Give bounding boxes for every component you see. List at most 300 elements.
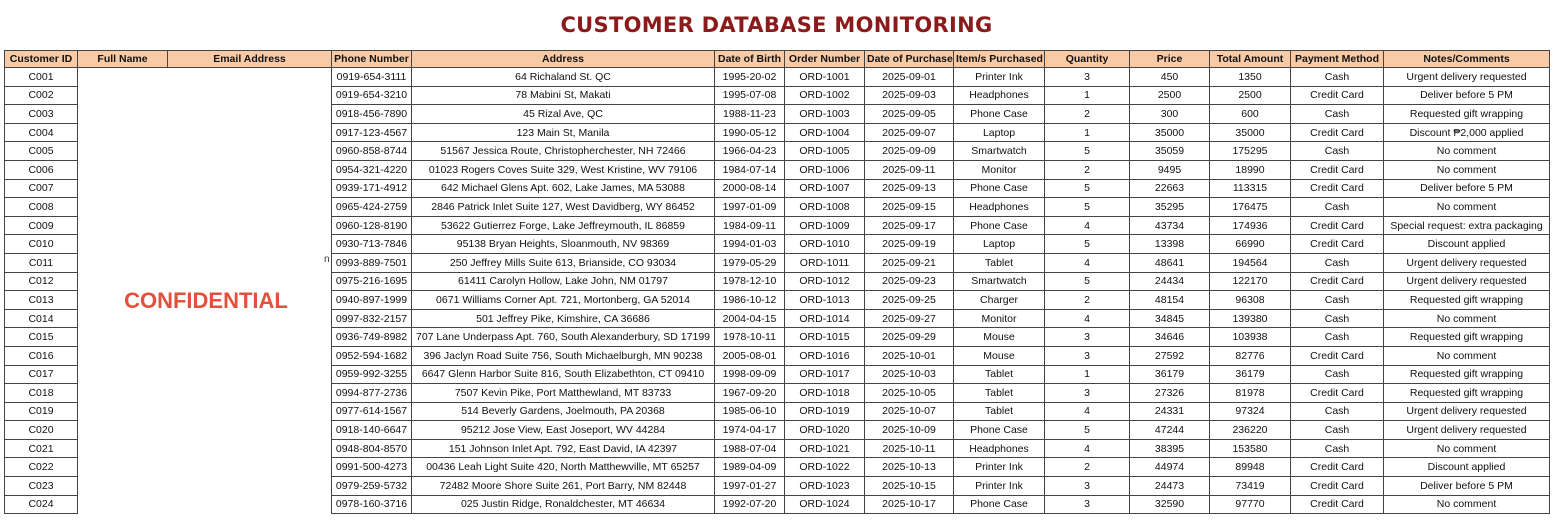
table-cell[interactable]: 2025-10-13 <box>865 458 954 477</box>
table-cell[interactable]: 3 <box>1045 328 1130 347</box>
table-cell[interactable]: C016 <box>5 346 78 365</box>
table-cell[interactable]: 0671 Williams Corner Apt. 721, Mortonberg, GA 52014 <box>412 291 715 310</box>
table-cell[interactable]: 00436 Leah Light Suite 420, North Matthewville, MT 65257 <box>412 458 715 477</box>
table-cell[interactable]: No comment <box>1384 346 1550 365</box>
table-cell[interactable]: 2005-08-01 <box>715 346 785 365</box>
table-cell[interactable]: 0940-897-1999 <box>332 291 412 310</box>
redacted-email-cell[interactable] <box>168 105 332 124</box>
table-cell[interactable]: 2025-09-03 <box>865 86 954 105</box>
table-cell[interactable]: 0930-713-7846 <box>332 235 412 254</box>
table-cell[interactable]: No comment <box>1384 495 1550 514</box>
table-cell[interactable]: Urgent delivery requested <box>1384 421 1550 440</box>
redacted-name-cell[interactable] <box>78 328 168 347</box>
table-cell[interactable]: Special request: extra packaging <box>1384 216 1550 235</box>
table-cell[interactable]: Smartwatch <box>954 272 1045 291</box>
table-cell[interactable]: ORD-1003 <box>785 105 865 124</box>
redacted-email-cell[interactable] <box>168 198 332 217</box>
table-cell[interactable]: 600 <box>1210 105 1291 124</box>
table-cell[interactable]: Discount ₱2,000 applied <box>1384 123 1550 142</box>
table-cell[interactable]: 4 <box>1045 216 1130 235</box>
table-cell[interactable]: 5 <box>1045 198 1130 217</box>
table-cell[interactable]: 1995-20-02 <box>715 68 785 87</box>
table-cell[interactable]: 1988-11-23 <box>715 105 785 124</box>
table-cell[interactable]: 0960-858-8744 <box>332 142 412 161</box>
table-cell[interactable]: Deliver before 5 PM <box>1384 477 1550 496</box>
redacted-email-cell[interactable] <box>168 216 332 235</box>
table-cell[interactable]: 0939-171-4912 <box>332 179 412 198</box>
table-cell[interactable]: 1994-01-03 <box>715 235 785 254</box>
table-cell[interactable]: 2025-09-19 <box>865 235 954 254</box>
table-cell[interactable]: 175295 <box>1210 142 1291 161</box>
redacted-name-cell[interactable] <box>78 86 168 105</box>
redacted-name-cell[interactable] <box>78 365 168 384</box>
table-cell[interactable]: C004 <box>5 123 78 142</box>
table-cell[interactable]: 0993-889-7501 <box>332 253 412 272</box>
redacted-email-cell[interactable] <box>168 86 332 105</box>
column-header[interactable]: Customer ID <box>5 51 78 68</box>
table-cell[interactable]: 22663 <box>1130 179 1210 198</box>
redacted-email-cell[interactable] <box>168 160 332 179</box>
table-cell[interactable]: Mouse <box>954 346 1045 365</box>
table-cell[interactable]: 51567 Jessica Route, Christopherchester, NH 72466 <box>412 142 715 161</box>
redacted-name-cell[interactable] <box>78 160 168 179</box>
table-cell[interactable]: 5 <box>1045 179 1130 198</box>
table-cell[interactable]: 0954-321-4220 <box>332 160 412 179</box>
redacted-name-cell[interactable] <box>78 346 168 365</box>
table-cell[interactable]: Printer Ink <box>954 477 1045 496</box>
table-cell[interactable]: Credit Card <box>1291 179 1384 198</box>
table-cell[interactable]: Credit Card <box>1291 384 1384 403</box>
table-cell[interactable]: C015 <box>5 328 78 347</box>
redacted-email-cell[interactable] <box>168 68 332 87</box>
redacted-email-cell[interactable] <box>168 458 332 477</box>
table-cell[interactable]: 34845 <box>1130 309 1210 328</box>
table-cell[interactable]: 48154 <box>1130 291 1210 310</box>
table-cell[interactable]: Discount applied <box>1384 235 1550 254</box>
table-cell[interactable]: 1 <box>1045 365 1130 384</box>
table-cell[interactable]: 0978-160-3716 <box>332 495 412 514</box>
table-cell[interactable]: 174936 <box>1210 216 1291 235</box>
table-cell[interactable]: 236220 <box>1210 421 1291 440</box>
table-cell[interactable]: Tablet <box>954 253 1045 272</box>
redacted-email-cell[interactable] <box>168 365 332 384</box>
column-header[interactable]: Order Number <box>785 51 865 68</box>
table-cell[interactable]: 1997-01-27 <box>715 477 785 496</box>
table-cell[interactable]: 103938 <box>1210 328 1291 347</box>
table-cell[interactable]: 1966-04-23 <box>715 142 785 161</box>
table-cell[interactable]: 113315 <box>1210 179 1291 198</box>
table-cell[interactable]: 642 Michael Glens Apt. 602, Lake James, MA 53088 <box>412 179 715 198</box>
table-cell[interactable]: C023 <box>5 477 78 496</box>
table-cell[interactable]: ORD-1004 <box>785 123 865 142</box>
table-cell[interactable]: 38395 <box>1130 439 1210 458</box>
table-cell[interactable]: C018 <box>5 384 78 403</box>
table-cell[interactable]: 95212 Jose View, East Joseport, WV 44284 <box>412 421 715 440</box>
table-cell[interactable]: 1986-10-12 <box>715 291 785 310</box>
table-cell[interactable]: Tablet <box>954 365 1045 384</box>
table-cell[interactable]: 2000-08-14 <box>715 179 785 198</box>
table-cell[interactable]: 45 Rizal Ave, QC <box>412 105 715 124</box>
table-cell[interactable]: Requested gift wrapping <box>1384 291 1550 310</box>
table-cell[interactable]: 2025-09-05 <box>865 105 954 124</box>
table-cell[interactable]: 7507 Kevin Pike, Port Matthewland, MT 83733 <box>412 384 715 403</box>
table-cell[interactable]: 44974 <box>1130 458 1210 477</box>
table-cell[interactable]: 0917-123-4567 <box>332 123 412 142</box>
table-cell[interactable]: No comment <box>1384 439 1550 458</box>
column-header[interactable]: Payment Method <box>1291 51 1384 68</box>
table-cell[interactable]: 4 <box>1045 402 1130 421</box>
table-cell[interactable]: 0952-594-1682 <box>332 346 412 365</box>
redacted-email-cell[interactable] <box>168 495 332 514</box>
table-cell[interactable]: 2500 <box>1130 86 1210 105</box>
table-cell[interactable]: 6647 Glenn Harbor Suite 816, South Elizabethton, CT 09410 <box>412 365 715 384</box>
table-cell[interactable]: Smartwatch <box>954 142 1045 161</box>
table-cell[interactable]: 3 <box>1045 384 1130 403</box>
table-cell[interactable]: 2025-10-05 <box>865 384 954 403</box>
table-cell[interactable]: ORD-1022 <box>785 458 865 477</box>
redacted-name-cell[interactable] <box>78 439 168 458</box>
table-cell[interactable]: Discount applied <box>1384 458 1550 477</box>
table-cell[interactable]: Tablet <box>954 402 1045 421</box>
redacted-name-cell[interactable] <box>78 198 168 217</box>
table-cell[interactable]: Phone Case <box>954 105 1045 124</box>
table-cell[interactable]: 1967-09-20 <box>715 384 785 403</box>
column-header[interactable]: Total Amount <box>1210 51 1291 68</box>
table-cell[interactable]: Credit Card <box>1291 458 1384 477</box>
column-header[interactable]: Address <box>412 51 715 68</box>
table-cell[interactable]: 24434 <box>1130 272 1210 291</box>
table-cell[interactable]: 2025-09-11 <box>865 160 954 179</box>
table-cell[interactable]: Phone Case <box>954 495 1045 514</box>
redacted-name-cell[interactable] <box>78 477 168 496</box>
table-cell[interactable]: 514 Beverly Gardens, Joelmouth, PA 20368 <box>412 402 715 421</box>
table-cell[interactable]: 2500 <box>1210 86 1291 105</box>
table-cell[interactable]: 1988-07-04 <box>715 439 785 458</box>
table-cell[interactable]: 2025-09-17 <box>865 216 954 235</box>
table-cell[interactable]: ORD-1002 <box>785 86 865 105</box>
redacted-name-cell[interactable] <box>78 253 168 272</box>
column-header[interactable]: Item/s Purchased <box>954 51 1045 68</box>
table-cell[interactable]: 2025-09-27 <box>865 309 954 328</box>
redacted-name-cell[interactable] <box>78 123 168 142</box>
table-cell[interactable]: 139380 <box>1210 309 1291 328</box>
table-cell[interactable]: 2025-10-07 <box>865 402 954 421</box>
table-cell[interactable]: 18990 <box>1210 160 1291 179</box>
redacted-email-cell[interactable] <box>168 179 332 198</box>
table-cell[interactable]: 4 <box>1045 253 1130 272</box>
table-cell[interactable]: 2 <box>1045 105 1130 124</box>
table-cell[interactable]: 64 Richaland St. QC <box>412 68 715 87</box>
table-cell[interactable]: 97324 <box>1210 402 1291 421</box>
table-cell[interactable]: 2025-09-29 <box>865 328 954 347</box>
table-cell[interactable]: C002 <box>5 86 78 105</box>
table-cell[interactable]: 0994-877-2736 <box>332 384 412 403</box>
table-cell[interactable]: 24331 <box>1130 402 1210 421</box>
table-cell[interactable]: Credit Card <box>1291 216 1384 235</box>
table-cell[interactable]: Credit Card <box>1291 477 1384 496</box>
table-cell[interactable]: ORD-1011 <box>785 253 865 272</box>
table-cell[interactable]: Requested gift wrapping <box>1384 384 1550 403</box>
table-cell[interactable]: C022 <box>5 458 78 477</box>
table-cell[interactable]: 35295 <box>1130 198 1210 217</box>
redacted-name-cell[interactable] <box>78 105 168 124</box>
table-cell[interactable]: 5 <box>1045 142 1130 161</box>
table-cell[interactable]: 43734 <box>1130 216 1210 235</box>
table-cell[interactable]: C024 <box>5 495 78 514</box>
table-cell[interactable]: Cash <box>1291 291 1384 310</box>
table-cell[interactable]: Cash <box>1291 421 1384 440</box>
table-cell[interactable]: 1984-07-14 <box>715 160 785 179</box>
table-cell[interactable]: 3 <box>1045 68 1130 87</box>
table-cell[interactable]: C014 <box>5 309 78 328</box>
table-cell[interactable]: 13398 <box>1130 235 1210 254</box>
table-cell[interactable]: Credit Card <box>1291 86 1384 105</box>
table-cell[interactable]: 0965-424-2759 <box>332 198 412 217</box>
table-cell[interactable]: 4 <box>1045 439 1130 458</box>
table-cell[interactable]: 81978 <box>1210 384 1291 403</box>
table-cell[interactable]: Charger <box>954 291 1045 310</box>
table-cell[interactable]: Cash <box>1291 253 1384 272</box>
table-cell[interactable]: 78 Mabini St, Makati <box>412 86 715 105</box>
table-cell[interactable]: ORD-1021 <box>785 439 865 458</box>
table-cell[interactable]: 2846 Patrick Inlet Suite 127, West Davidberg, WY 86452 <box>412 198 715 217</box>
table-cell[interactable]: 2025-09-15 <box>865 198 954 217</box>
redacted-email-cell[interactable] <box>168 123 332 142</box>
table-cell[interactable]: 89948 <box>1210 458 1291 477</box>
table-cell[interactable]: Urgent delivery requested <box>1384 402 1550 421</box>
table-cell[interactable]: 36179 <box>1130 365 1210 384</box>
table-cell[interactable]: Laptop <box>954 235 1045 254</box>
column-header[interactable]: Date of Birth <box>715 51 785 68</box>
table-cell[interactable]: 2 <box>1045 458 1130 477</box>
redacted-email-cell[interactable] <box>168 384 332 403</box>
table-cell[interactable]: 2 <box>1045 291 1130 310</box>
table-cell[interactable]: 3 <box>1045 346 1130 365</box>
table-cell[interactable]: 0919-654-3111 <box>332 68 412 87</box>
redacted-name-cell[interactable] <box>78 235 168 254</box>
table-cell[interactable]: 5 <box>1045 421 1130 440</box>
table-cell[interactable]: ORD-1017 <box>785 365 865 384</box>
table-cell[interactable]: Credit Card <box>1291 235 1384 254</box>
table-cell[interactable]: 2025-10-01 <box>865 346 954 365</box>
table-cell[interactable]: 2025-10-09 <box>865 421 954 440</box>
table-cell[interactable]: C003 <box>5 105 78 124</box>
table-cell[interactable]: Cash <box>1291 68 1384 87</box>
table-cell[interactable]: 35000 <box>1130 123 1210 142</box>
table-cell[interactable]: 2025-09-21 <box>865 253 954 272</box>
table-cell[interactable]: ORD-1010 <box>785 235 865 254</box>
table-cell[interactable]: 0936-749-8982 <box>332 328 412 347</box>
table-cell[interactable]: ORD-1009 <box>785 216 865 235</box>
table-cell[interactable]: Requested gift wrapping <box>1384 365 1550 384</box>
table-cell[interactable]: Cash <box>1291 105 1384 124</box>
table-cell[interactable]: 1 <box>1045 123 1130 142</box>
table-cell[interactable]: 1989-04-09 <box>715 458 785 477</box>
redacted-name-cell[interactable] <box>78 68 168 87</box>
table-cell[interactable]: ORD-1005 <box>785 142 865 161</box>
table-cell[interactable]: C021 <box>5 439 78 458</box>
table-cell[interactable]: Requested gift wrapping <box>1384 105 1550 124</box>
table-cell[interactable]: 48641 <box>1130 253 1210 272</box>
table-cell[interactable]: Cash <box>1291 402 1384 421</box>
table-cell[interactable]: 66990 <box>1210 235 1291 254</box>
table-cell[interactable]: ORD-1007 <box>785 179 865 198</box>
table-cell[interactable]: No comment <box>1384 142 1550 161</box>
redacted-email-cell[interactable] <box>168 402 332 421</box>
table-cell[interactable]: 2004-04-15 <box>715 309 785 328</box>
table-cell[interactable]: 396 Jaclyn Road Suite 756, South Michaelburgh, MN 90238 <box>412 346 715 365</box>
table-cell[interactable]: 0918-456-7890 <box>332 105 412 124</box>
table-cell[interactable]: C017 <box>5 365 78 384</box>
table-cell[interactable]: Printer Ink <box>954 458 1045 477</box>
table-cell[interactable]: 707 Lane Underpass Apt. 760, South Alexanderbury, SD 17199 <box>412 328 715 347</box>
table-cell[interactable]: C006 <box>5 160 78 179</box>
table-cell[interactable]: C008 <box>5 198 78 217</box>
table-cell[interactable]: Credit Card <box>1291 123 1384 142</box>
table-cell[interactable]: Phone Case <box>954 421 1045 440</box>
redacted-email-cell[interactable] <box>168 235 332 254</box>
table-cell[interactable]: ORD-1015 <box>785 328 865 347</box>
table-cell[interactable]: ORD-1013 <box>785 291 865 310</box>
redacted-name-cell[interactable] <box>78 402 168 421</box>
table-cell[interactable]: ORD-1014 <box>785 309 865 328</box>
column-header[interactable]: Notes/Comments <box>1384 51 1550 68</box>
table-cell[interactable]: 1984-09-11 <box>715 216 785 235</box>
table-cell[interactable]: 450 <box>1130 68 1210 87</box>
table-cell[interactable]: C011 <box>5 253 78 272</box>
table-cell[interactable]: 5 <box>1045 272 1130 291</box>
redacted-email-cell[interactable] <box>168 477 332 496</box>
table-cell[interactable]: 300 <box>1130 105 1210 124</box>
table-cell[interactable]: 2025-09-07 <box>865 123 954 142</box>
table-cell[interactable]: C010 <box>5 235 78 254</box>
table-cell[interactable]: 1995-07-08 <box>715 86 785 105</box>
table-cell[interactable]: Credit Card <box>1291 272 1384 291</box>
table-cell[interactable]: 72482 Moore Shore Suite 261, Port Barry, NM 82448 <box>412 477 715 496</box>
table-cell[interactable]: 151 Johnson Inlet Apt. 792, East David, IA 42397 <box>412 439 715 458</box>
redacted-name-cell[interactable] <box>78 216 168 235</box>
table-cell[interactable]: 1990-05-12 <box>715 123 785 142</box>
redacted-name-cell[interactable] <box>78 495 168 514</box>
table-cell[interactable]: 9495 <box>1130 160 1210 179</box>
table-cell[interactable]: Cash <box>1291 365 1384 384</box>
redacted-email-cell[interactable] <box>168 328 332 347</box>
redacted-name-cell[interactable] <box>78 458 168 477</box>
table-cell[interactable]: C019 <box>5 402 78 421</box>
table-cell[interactable]: 1992-07-20 <box>715 495 785 514</box>
table-cell[interactable]: 3 <box>1045 477 1130 496</box>
table-cell[interactable]: 01023 Rogers Coves Suite 329, West Kristine, WV 79106 <box>412 160 715 179</box>
table-cell[interactable]: Deliver before 5 PM <box>1384 86 1550 105</box>
table-cell[interactable]: 1997-01-09 <box>715 198 785 217</box>
table-cell[interactable]: 2025-09-09 <box>865 142 954 161</box>
redacted-name-cell[interactable] <box>78 384 168 403</box>
table-cell[interactable]: 36179 <box>1210 365 1291 384</box>
table-cell[interactable]: Cash <box>1291 328 1384 347</box>
table-cell[interactable]: 2025-09-01 <box>865 68 954 87</box>
table-cell[interactable]: 0948-804-8570 <box>332 439 412 458</box>
table-cell[interactable]: 53622 Gutierrez Forge, Lake Jeffreymouth, IL 86859 <box>412 216 715 235</box>
table-cell[interactable]: C001 <box>5 68 78 87</box>
table-cell[interactable]: ORD-1020 <box>785 421 865 440</box>
table-cell[interactable]: 2025-09-23 <box>865 272 954 291</box>
table-cell[interactable]: 0977-614-1567 <box>332 402 412 421</box>
table-cell[interactable]: Tablet <box>954 384 1045 403</box>
table-cell[interactable]: 0997-832-2157 <box>332 309 412 328</box>
table-cell[interactable]: Credit Card <box>1291 495 1384 514</box>
table-cell[interactable]: 5 <box>1045 235 1130 254</box>
table-cell[interactable]: 95138 Bryan Heights, Sloanmouth, NV 98369 <box>412 235 715 254</box>
table-cell[interactable]: 27326 <box>1130 384 1210 403</box>
table-cell[interactable]: 501 Jeffrey Pike, Kimshire, CA 36686 <box>412 309 715 328</box>
table-cell[interactable]: Urgent delivery requested <box>1384 253 1550 272</box>
table-cell[interactable]: Credit Card <box>1291 346 1384 365</box>
table-cell[interactable]: 0975-216-1695 <box>332 272 412 291</box>
table-cell[interactable]: Requested gift wrapping <box>1384 328 1550 347</box>
table-cell[interactable]: 1350 <box>1210 68 1291 87</box>
table-cell[interactable]: 4 <box>1045 309 1130 328</box>
table-cell[interactable]: 82776 <box>1210 346 1291 365</box>
table-cell[interactable]: 2025-10-03 <box>865 365 954 384</box>
table-cell[interactable]: Mouse <box>954 328 1045 347</box>
table-cell[interactable]: 35000 <box>1210 123 1291 142</box>
redacted-email-cell[interactable] <box>168 439 332 458</box>
column-header[interactable]: Phone Number <box>332 51 412 68</box>
redacted-email-cell[interactable] <box>168 346 332 365</box>
table-cell[interactable]: 47244 <box>1130 421 1210 440</box>
table-cell[interactable]: Deliver before 5 PM <box>1384 179 1550 198</box>
table-cell[interactable]: 0991-500-4273 <box>332 458 412 477</box>
table-cell[interactable]: Urgent delivery requested <box>1384 68 1550 87</box>
table-cell[interactable]: Headphones <box>954 86 1045 105</box>
table-cell[interactable]: C009 <box>5 216 78 235</box>
table-cell[interactable]: ORD-1023 <box>785 477 865 496</box>
table-cell[interactable]: 1985-06-10 <box>715 402 785 421</box>
table-cell[interactable]: ORD-1006 <box>785 160 865 179</box>
table-cell[interactable]: 1998-09-09 <box>715 365 785 384</box>
column-header[interactable]: Date of Purchase <box>865 51 954 68</box>
table-cell[interactable]: ORD-1001 <box>785 68 865 87</box>
redacted-name-cell[interactable] <box>78 421 168 440</box>
table-cell[interactable]: 123 Main St, Manila <box>412 123 715 142</box>
column-header[interactable]: Email Address <box>168 51 332 68</box>
table-cell[interactable]: 61411 Carolyn Hollow, Lake John, NM 01797 <box>412 272 715 291</box>
table-cell[interactable]: 1978-12-10 <box>715 272 785 291</box>
table-cell[interactable]: 1974-04-17 <box>715 421 785 440</box>
table-cell[interactable]: 24473 <box>1130 477 1210 496</box>
table-cell[interactable]: 2 <box>1045 160 1130 179</box>
redacted-email-cell[interactable] <box>168 421 332 440</box>
table-cell[interactable]: Cash <box>1291 142 1384 161</box>
table-cell[interactable]: C013 <box>5 291 78 310</box>
table-cell[interactable]: 1979-05-29 <box>715 253 785 272</box>
table-cell[interactable]: 025 Justin Ridge, Ronaldchester, MT 46634 <box>412 495 715 514</box>
table-cell[interactable]: 194564 <box>1210 253 1291 272</box>
table-cell[interactable]: Headphones <box>954 198 1045 217</box>
table-cell[interactable]: 3 <box>1045 495 1130 514</box>
redacted-name-cell[interactable] <box>78 142 168 161</box>
table-cell[interactable]: 27592 <box>1130 346 1210 365</box>
table-cell[interactable]: No comment <box>1384 160 1550 179</box>
table-cell[interactable]: Urgent delivery requested <box>1384 272 1550 291</box>
table-cell[interactable]: ORD-1019 <box>785 402 865 421</box>
table-cell[interactable]: Monitor <box>954 160 1045 179</box>
table-cell[interactable]: 0979-259-5732 <box>332 477 412 496</box>
table-cell[interactable]: 176475 <box>1210 198 1291 217</box>
table-cell[interactable]: Credit Card <box>1291 160 1384 179</box>
column-header[interactable]: Full Name <box>78 51 168 68</box>
table-cell[interactable]: 250 Jeffrey Mills Suite 613, Brianside, CO 93034 <box>412 253 715 272</box>
